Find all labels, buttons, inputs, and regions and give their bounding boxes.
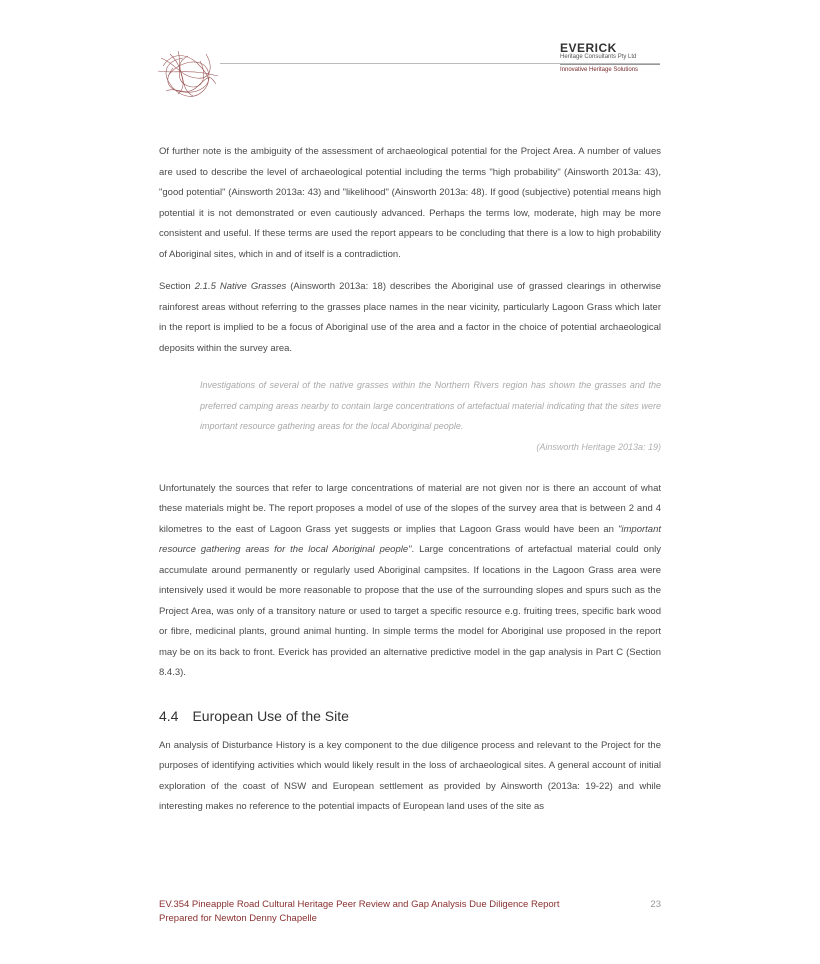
paragraph-3-prefix: Unfortunately the sources that refer to large concentrations of material are not given nor is there an account of what these materials might be. The report proposes a model of use of the slopes of the survey area that is between 2 and 4 kilometres to the east of Lagoon Grass yet suggests or implies that Lagoon Grass would have been an: [159, 482, 661, 535]
footer-prepared-for: Prepared for Newton Denny Chapelle: [159, 913, 317, 924]
paragraph-2-prefix: Section: [159, 281, 195, 292]
page-footer: [159, 898, 661, 926]
brand-tagline: Innovative Heritage Solutions: [560, 64, 660, 74]
brand-block: [560, 42, 660, 74]
paragraph-4: An analysis of Disturbance History is a key component to the due diligence process and relevant to the Project for the purposes of identifying activities which would likely result in the loss of archaeological sites. A general account of initial exploration of the coast of NSW and European settlement as provided by Ainsworth (2013a: 19-22) and while interesting makes no reference to the potential impacts of European land uses of the site as: [159, 739, 661, 812]
paragraph-2: [159, 277, 661, 359]
brand-subtitle: Heritage Consultants Pty Ltd: [560, 54, 637, 60]
section-number: 4.4: [159, 707, 179, 724]
brand-name: EVERICK: [560, 41, 617, 55]
paragraph-3: [159, 479, 661, 684]
quote-citation: (Ainsworth Heritage 2013a: 19): [536, 441, 661, 452]
logo-scribble-icon: [158, 46, 220, 102]
page-number: 23: [650, 899, 661, 910]
section-title: European Use of the Site: [192, 707, 349, 724]
quote-text: Investigations of several of the native grasses within the Northern Rivers region has shown the grasses and the preferred camping areas nearby to contain large concentrations of artefactual material indicating that the sites were important resource gathering areas for the local Aboriginal people.: [200, 380, 661, 431]
block-quote: [200, 375, 661, 457]
section-heading: [159, 708, 661, 724]
paragraph-3-text: . Large concentrations of artefactual material could only accumulate around permanently or regularly used Aboriginal campsites. If locations in the Lagoon Grass area were intensively used it would be more reasonable to propose that the use of the surrounding slopes and spurs such as the Project Area, was only of a transitory nature or used to target a specific resource e.g. fruiting trees, specific bark wood or fibre, medicinal plants, ground animal hunting. In simple terms the model for Aboriginal use proposed in the report may be on its back to front. Everick has provided an alternative predictive model in the gap analysis in Part C (Section 8.4.3).: [159, 544, 661, 678]
paragraph-1: Of further note is the ambiguity of the assessment of archaeological potential for the Project Area. A number of values are used to describe the level of archaeological potential including the terms "high probability" (Ainsworth 2013a: 43), "good potential" (Ainsworth 2013a: 43) and "likelihood" (Ainsworth 2013a: 48). If good (subjective) potential means high potential it is not demonstrated or even cautiously advanced. Perhaps the terms low, moderate, high may be more consistent and useful. If these terms are used the report appears to be concluding that there is a low to high probability of Aboriginal sites, which in and of itself is a contradiction.: [159, 146, 661, 260]
section-reference: 2.1.5 Native Grasses: [194, 281, 287, 292]
paragraph-2-text: (Ainsworth 2013a: 18) describes the Aboriginal use of grassed clearings in otherwise rainforest areas without referring to the grasses place names in the near vicinity, particularly Lagoon Grass which later in the report is implied to be a focus of Aboriginal use of the area and a factor in the choice of potential archaeological deposits within the survey area.: [159, 281, 662, 354]
document-body: [159, 142, 661, 818]
quoted-phrase: "important resource gathering areas for the local Aboriginal people": [159, 523, 661, 555]
footer-report-title: EV.354 Pineapple Road Cultural Heritage Peer Review and Gap Analysis Due Diligence Report: [159, 899, 560, 910]
